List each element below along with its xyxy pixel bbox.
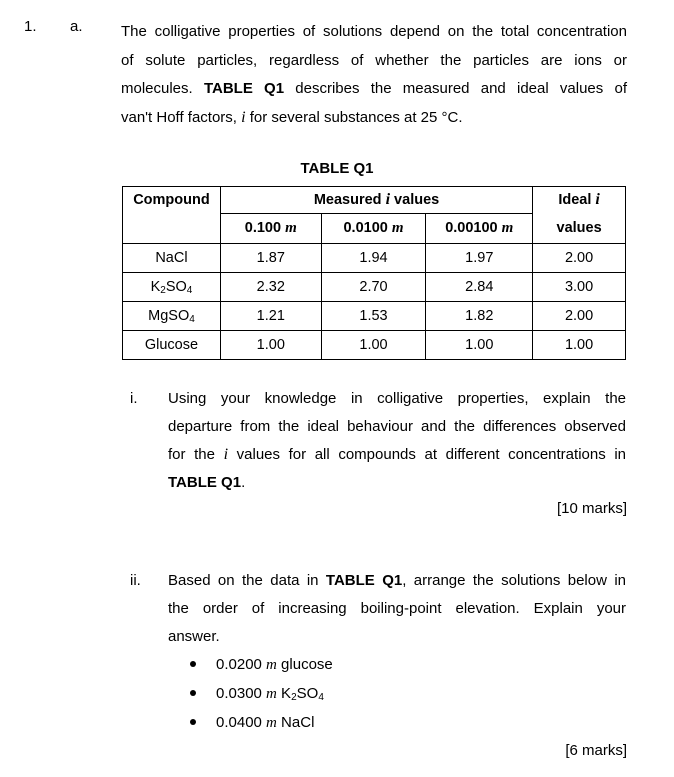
- value-cell: 1.00: [426, 331, 533, 360]
- table-row: [123, 244, 626, 273]
- value-cell: 1.53: [321, 302, 426, 331]
- header-measured-tail: values: [390, 192, 440, 208]
- value-cell: 1.97: [426, 244, 533, 273]
- intro-text: van't Hoff factors,: [121, 108, 242, 126]
- value-cell: 2.84: [426, 273, 533, 302]
- header-conc-3: [426, 214, 533, 244]
- formula-subscript: 4: [186, 284, 193, 296]
- ideal-cell: 3.00: [533, 273, 626, 302]
- bullet-icon: [190, 690, 196, 696]
- sub-i-text: .: [241, 474, 246, 491]
- formula-subscript: 4: [318, 692, 324, 703]
- sub-i-text: for the: [168, 446, 224, 463]
- table-ref: TABLE Q1: [325, 572, 403, 589]
- subquestion-i-label: i.: [130, 390, 138, 407]
- value-cell: 1.21: [220, 302, 321, 331]
- amount: 0.0400: [216, 714, 267, 731]
- bullet-icon: [190, 661, 196, 667]
- sub-i-line-4: [168, 469, 626, 497]
- value-cell: 2.70: [321, 273, 426, 302]
- value-cell: 1.87: [220, 244, 321, 273]
- intro-text: describes the measured and ideal values of: [284, 80, 627, 97]
- sub-i-text: values for all compounds at different concentrations in: [228, 446, 626, 463]
- sub-ii-line-1: [168, 567, 626, 595]
- subquestion-ii-text: [168, 567, 626, 651]
- solution-list: [190, 650, 333, 737]
- header-conc-1: [220, 214, 321, 244]
- molality-unit: m: [266, 686, 277, 702]
- compound-cell: [123, 302, 221, 331]
- amount: 0.0200: [216, 656, 267, 673]
- intro-line-2: of solute particles, regardless of whether the particles are ions or: [121, 51, 627, 69]
- bullet-icon: [190, 719, 196, 725]
- intro-text: for several substances at 25 °C.: [245, 108, 463, 126]
- solute-name: K: [276, 685, 292, 702]
- header-ideal-values: values: [533, 214, 626, 244]
- formula-part: K: [150, 278, 161, 295]
- list-item: [190, 679, 333, 708]
- header-measured: [220, 187, 532, 214]
- ideal-cell: 1.00: [533, 331, 626, 360]
- table-caption: TABLE Q1: [300, 160, 374, 177]
- formula-part: SO: [296, 685, 319, 702]
- value-cell: 1.00: [321, 331, 426, 360]
- value-cell: 1.00: [220, 331, 321, 360]
- header-ideal: [533, 187, 626, 214]
- header-conc-2: [321, 214, 426, 244]
- compound-cell: [123, 273, 221, 302]
- italic-i: i: [223, 446, 229, 463]
- sub-i-line-3: [168, 441, 626, 469]
- ideal-cell: 2.00: [533, 244, 626, 273]
- table-row: [123, 273, 626, 302]
- value-cell: 2.32: [220, 273, 321, 302]
- list-item: [190, 708, 333, 737]
- marks-10: [10 marks]: [556, 500, 627, 517]
- header-measured-text: Measured: [313, 192, 386, 208]
- intro-line-4: [121, 104, 627, 133]
- intro-line-1: The colligative properties of solutions depend on the total concentration: [121, 23, 627, 40]
- header-compound-blank: [123, 214, 221, 244]
- formula-part: SO: [165, 278, 187, 295]
- compound-cell: NaCl: [123, 244, 221, 273]
- sub-ii-text: Based on the data in: [168, 572, 326, 589]
- molality-unit: m: [391, 220, 404, 236]
- italic-i: i: [595, 191, 600, 209]
- intro-paragraph: [121, 18, 627, 132]
- formula-subscript: 4: [189, 313, 195, 325]
- conc-value: 0.0100: [343, 220, 392, 236]
- table-ref: TABLE Q1: [168, 474, 242, 491]
- sub-ii-text: , arrange the solutions below in: [402, 572, 626, 589]
- header-compound: Compound: [123, 187, 221, 214]
- formula-part: MgSO: [148, 307, 190, 324]
- header-ideal-text: Ideal: [558, 192, 596, 209]
- formula-subscript: 2: [291, 692, 297, 703]
- sub-ii-line-3: answer.: [168, 628, 220, 645]
- value-cell: 1.94: [321, 244, 426, 273]
- sub-i-line-1: Using your knowledge in colligative properties, explain the: [168, 390, 626, 407]
- question-number: 1.: [24, 18, 37, 35]
- table-row: [123, 331, 626, 360]
- italic-i: i: [385, 191, 391, 208]
- vant-hoff-table: [122, 186, 626, 360]
- intro-line-3: [121, 75, 627, 104]
- molality-unit: m: [501, 220, 514, 236]
- value-cell: 1.82: [426, 302, 533, 331]
- amount: 0.0300: [216, 685, 267, 702]
- subquestion-ii-label: ii.: [130, 572, 141, 589]
- italic-i: i: [241, 108, 246, 126]
- question-part: a.: [70, 18, 83, 35]
- conc-value: 0.00100: [445, 220, 502, 236]
- solute-name: NaCl: [276, 714, 315, 731]
- molality-unit: m: [285, 220, 297, 236]
- ideal-cell: 2.00: [533, 302, 626, 331]
- conc-value: 0.100: [244, 220, 286, 236]
- subquestion-i-text: [168, 385, 626, 497]
- table-ref: TABLE Q1: [203, 80, 285, 97]
- sub-ii-line-2: the order of increasing boiling-point elevation. Explain your: [168, 600, 626, 617]
- table-row: [123, 302, 626, 331]
- molality-unit: m: [266, 657, 277, 673]
- compound-cell: Glucose: [123, 331, 221, 360]
- formula-subscript: 2: [160, 284, 166, 296]
- molality-unit: m: [266, 715, 277, 731]
- marks-6: [6 marks]: [565, 742, 627, 759]
- intro-text: molecules.: [121, 80, 204, 97]
- sub-i-line-2: departure from the ideal behaviour and the differences observed: [168, 418, 626, 435]
- list-item: [190, 650, 333, 679]
- solute-name: glucose: [276, 656, 333, 673]
